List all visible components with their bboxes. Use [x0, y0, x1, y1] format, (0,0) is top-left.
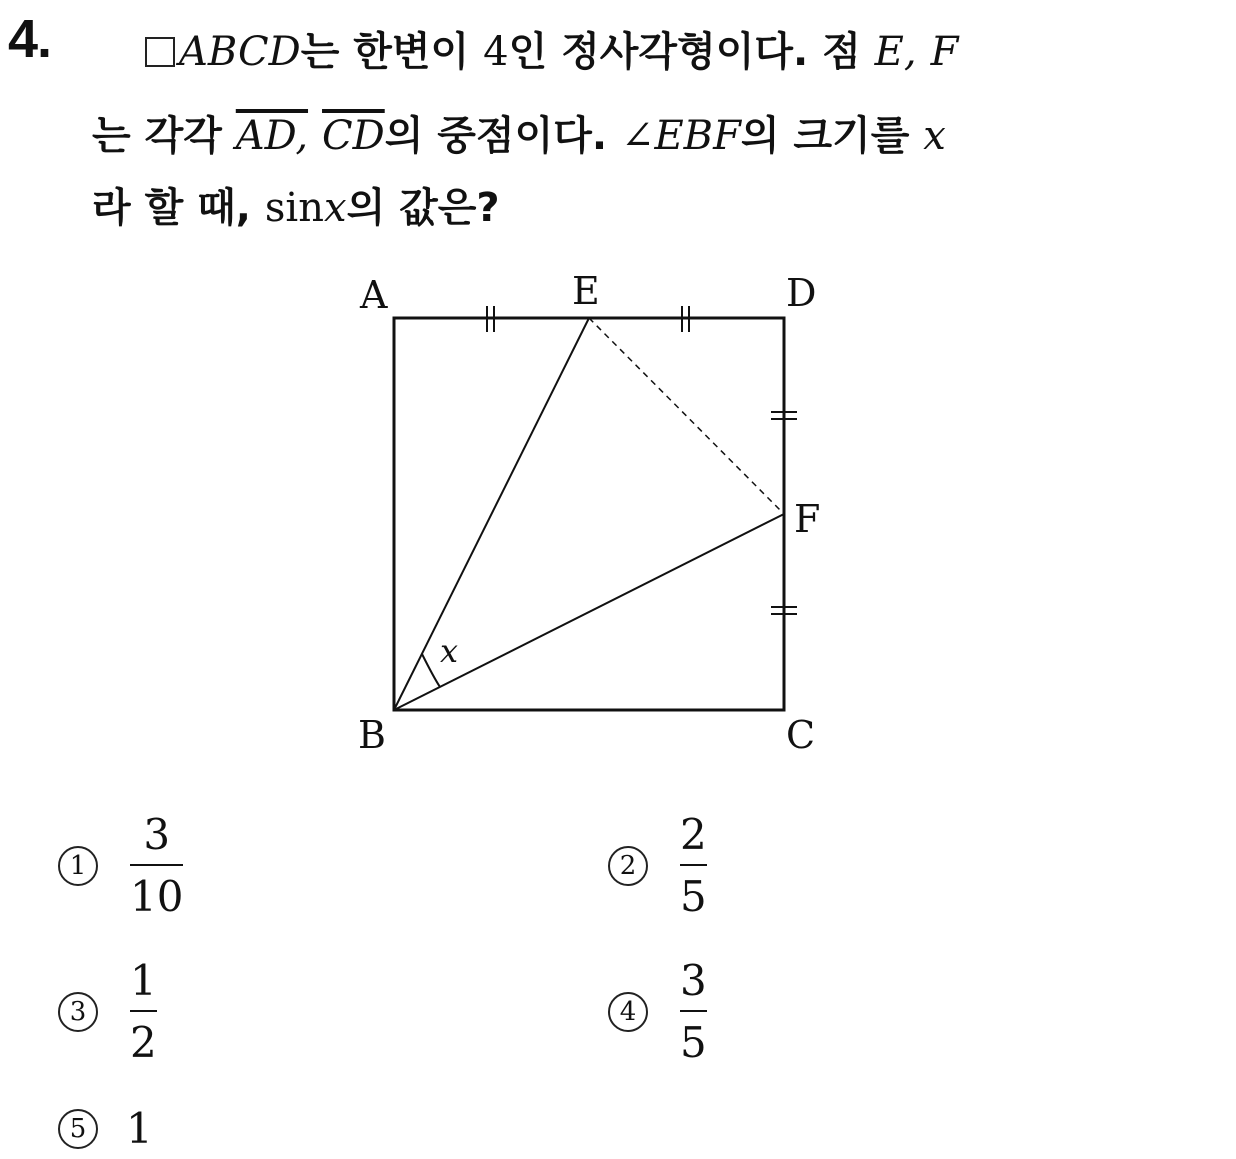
denominator: 5 — [680, 872, 707, 921]
choice-number: 5 — [58, 1109, 98, 1149]
denominator: 2 — [130, 1018, 157, 1067]
sin-function: sin — [264, 185, 324, 231]
question-number: 4. — [8, 9, 52, 69]
point-e: E, — [874, 29, 917, 75]
numerator: 2 — [680, 810, 707, 859]
question-text: 의 값은? — [346, 185, 500, 231]
label-a: A — [360, 273, 388, 317]
numerator: 3 — [143, 810, 171, 859]
fraction — [680, 956, 707, 1067]
question-text: 인 정사각형이다. 점 — [508, 29, 875, 75]
label-e: E — [572, 269, 600, 313]
question-text: 는 한변이 — [300, 29, 484, 75]
question-line-3 — [92, 176, 500, 233]
variable-x: x — [923, 113, 946, 159]
angle-ebf: ∠EBF — [620, 113, 741, 159]
denominator: 5 — [680, 1018, 707, 1067]
angle-arc — [422, 654, 440, 687]
choice-1[interactable] — [58, 810, 184, 921]
label-x: x — [440, 632, 459, 670]
question-text: 의 중점이다. — [384, 113, 621, 159]
square-symbol — [145, 37, 175, 67]
fraction — [130, 810, 184, 921]
question-line-2 — [92, 104, 946, 161]
question-text: 의 크기를 — [740, 113, 924, 159]
numerator: 3 — [680, 956, 707, 1005]
question-line-1 — [145, 20, 958, 77]
question-text: 라 할 때, — [92, 185, 265, 231]
numerator: 1 — [130, 956, 157, 1005]
label-b: B — [358, 713, 386, 757]
square-name: ABCD — [179, 29, 301, 75]
choice-2[interactable] — [608, 810, 707, 921]
point-f: F — [930, 29, 959, 75]
choice-5[interactable] — [58, 1104, 153, 1153]
fraction — [680, 810, 707, 921]
denominator: 10 — [130, 872, 184, 921]
square-diagram — [340, 262, 860, 762]
choice-4[interactable] — [608, 956, 707, 1067]
label-f: F — [794, 497, 821, 541]
choice-number: 4 — [608, 992, 648, 1032]
segment-cd: $\overline{CD}$ — [322, 113, 385, 159]
choice-3[interactable] — [58, 956, 157, 1067]
label-d: D — [786, 271, 817, 315]
choice-number: 3 — [58, 992, 98, 1032]
segment-bf — [394, 514, 784, 710]
label-c: C — [786, 713, 816, 757]
segment-be — [394, 318, 589, 710]
variable-x: x — [324, 185, 347, 231]
side-length: 4 — [483, 29, 509, 75]
segment-ad: AD, — [235, 113, 309, 159]
segment-ef-dashed — [589, 318, 784, 514]
choice-number: 1 — [58, 846, 98, 886]
choice-value: 1 — [126, 1104, 153, 1153]
question-text: 는 각각 — [92, 113, 236, 159]
fraction — [130, 956, 157, 1067]
choice-number: 2 — [608, 846, 648, 886]
